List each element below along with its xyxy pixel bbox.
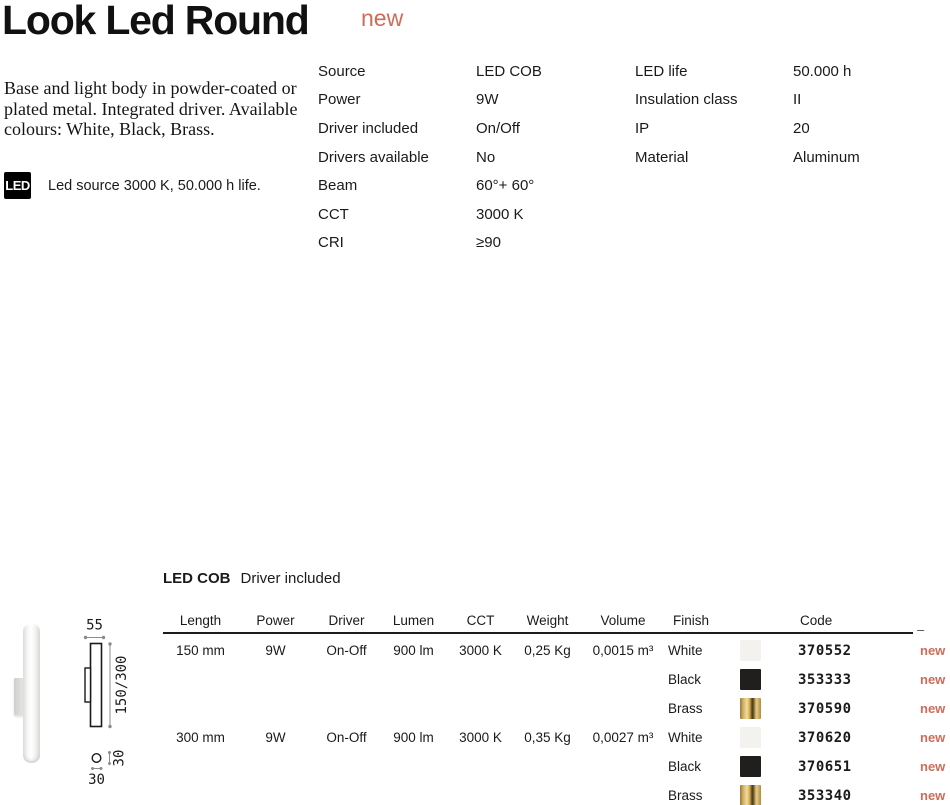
driver-cell: On-Off xyxy=(326,643,367,658)
swatch-cell xyxy=(734,781,795,805)
table-title-rest: Driver included xyxy=(240,570,341,587)
column-header: Power xyxy=(256,613,295,628)
finish-cell: Brass xyxy=(668,788,703,803)
brass-finish-swatch xyxy=(740,785,761,805)
spec-row xyxy=(318,57,542,86)
spec-label: LED life xyxy=(635,62,688,80)
cct-cell xyxy=(447,752,514,781)
spec-row xyxy=(635,57,860,86)
volume-cell xyxy=(581,752,665,781)
swatch-cell xyxy=(734,636,795,665)
spec-row xyxy=(635,143,860,172)
power-cell xyxy=(238,781,313,805)
weight-cell: 0,25 Kg xyxy=(524,643,571,658)
table-header-rule xyxy=(163,632,913,634)
spec-row xyxy=(318,171,542,200)
swatch-cell xyxy=(734,723,795,752)
code-cell: 370651 xyxy=(798,758,852,775)
table-header-row xyxy=(163,606,950,630)
spec-label: Material xyxy=(635,148,689,166)
new-badge: new xyxy=(920,730,946,745)
table-title xyxy=(163,570,950,587)
table-body xyxy=(163,636,950,805)
new-tag: new xyxy=(361,5,404,31)
spec-value: ≥90 xyxy=(476,234,501,252)
volume-cell xyxy=(581,781,665,805)
spec-value: 50.000 h xyxy=(793,62,852,80)
column-header: Driver xyxy=(328,613,365,628)
volume-cell xyxy=(581,665,665,694)
spec-label: Power xyxy=(318,91,361,109)
length-cell xyxy=(163,665,238,694)
black-finish-swatch xyxy=(740,756,761,777)
column-header: Lumen xyxy=(392,613,435,628)
length-cell xyxy=(163,752,238,781)
spec-row xyxy=(318,86,542,115)
cct-cell xyxy=(447,781,514,805)
product-description: Base and light body in powder-coated or plated metal. Integrated driver. Available colours: White, Black, Brass. xyxy=(4,78,298,140)
power-cell: 9W xyxy=(265,730,286,745)
spec-value: No xyxy=(476,148,496,166)
weight-cell: 0,35 Kg xyxy=(524,730,571,745)
power-cell xyxy=(238,665,313,694)
spec-value: LED COB xyxy=(476,62,542,80)
new-badge: new xyxy=(920,759,946,774)
spec-label: CCT xyxy=(318,205,349,223)
spec-value: Aluminum xyxy=(793,148,860,166)
lumen-cell xyxy=(380,694,447,723)
led-source-note: Led source 3000 K, 50.000 h life. xyxy=(48,178,261,194)
column-header: CCT xyxy=(466,613,495,628)
dim-base-diameter-label: 30 xyxy=(88,772,105,788)
code-cell: 370620 xyxy=(798,729,852,746)
dim-base-height-label: 30 xyxy=(111,749,128,767)
new-badge: new xyxy=(920,788,946,803)
drawing-mount-rect xyxy=(85,668,91,702)
dimension-drawing xyxy=(80,600,160,805)
spec-column-2 xyxy=(635,57,860,171)
spec-row xyxy=(318,143,542,172)
cct-cell: 3000 K xyxy=(459,643,502,658)
brass-finish-swatch xyxy=(740,698,761,719)
spec-row xyxy=(635,86,860,115)
finish-cell: Brass xyxy=(668,701,703,716)
finish-cell: Black xyxy=(668,759,702,774)
column-header: Volume xyxy=(600,613,646,628)
spec-row xyxy=(635,114,860,143)
spec-value: 9W xyxy=(476,91,499,109)
white-finish-swatch xyxy=(740,640,761,661)
length-cell: 150 mm xyxy=(176,643,225,658)
driver-cell xyxy=(313,752,380,781)
weight-cell xyxy=(514,781,581,805)
power-cell xyxy=(238,752,313,781)
weight-cell xyxy=(514,752,581,781)
column-header: Weight xyxy=(526,613,569,628)
spec-column-1 xyxy=(318,57,542,257)
spec-label: Insulation class xyxy=(635,91,738,109)
cct-cell xyxy=(447,694,514,723)
driver-cell xyxy=(313,665,380,694)
lumen-cell: 900 lm xyxy=(393,643,434,658)
length-cell: 300 mm xyxy=(176,730,225,745)
cct-cell xyxy=(447,665,514,694)
spec-value: II xyxy=(793,91,802,109)
spec-value: On/Off xyxy=(476,119,520,137)
spec-value: 20 xyxy=(793,119,810,137)
spec-label: CRI xyxy=(318,234,344,252)
lumen-cell: 900 lm xyxy=(393,730,434,745)
weight-cell xyxy=(514,665,581,694)
lumen-cell xyxy=(380,752,447,781)
black-finish-swatch xyxy=(740,669,761,690)
weight-cell xyxy=(514,694,581,723)
spec-label: Source xyxy=(318,62,366,80)
new-badge: new xyxy=(920,701,946,716)
length-cell xyxy=(163,781,238,805)
dim-width-label: 55 xyxy=(86,617,103,634)
dim-height-label: 150/300 xyxy=(114,655,130,715)
code-cell: 370590 xyxy=(798,700,852,717)
spec-value: 60°+ 60° xyxy=(476,177,535,195)
code-cell: 353340 xyxy=(798,787,852,804)
cct-cell: 3000 K xyxy=(459,730,502,745)
spec-row xyxy=(318,229,542,258)
volume-cell: 0,0015 m³ xyxy=(592,643,654,658)
spec-row xyxy=(318,200,542,229)
code-cell: 370552 xyxy=(798,642,852,659)
finish-cell: White xyxy=(668,643,703,658)
drawing-body-rect xyxy=(91,644,102,727)
swatch-cell xyxy=(734,752,795,781)
new-badge: new xyxy=(920,672,946,687)
table-title-bold: LED COB xyxy=(163,570,231,587)
volume-cell: 0,0027 m³ xyxy=(592,730,654,745)
driver-cell: On-Off xyxy=(326,730,367,745)
spec-label: Drivers available xyxy=(318,148,429,166)
spec-row xyxy=(318,114,542,143)
driver-cell xyxy=(313,781,380,805)
power-cell: 9W xyxy=(265,643,286,658)
lumen-cell xyxy=(380,665,447,694)
new-column-dash: – xyxy=(917,622,925,637)
column-header: Finish xyxy=(673,613,710,628)
drawing-base-circle xyxy=(92,754,101,763)
code-cell: 353333 xyxy=(798,671,852,688)
spec-label: Driver included xyxy=(318,119,419,137)
swatch-cell xyxy=(734,694,795,723)
lumen-cell xyxy=(380,781,447,805)
white-finish-swatch xyxy=(740,727,761,748)
swatch-cell xyxy=(734,665,795,694)
swatch-column-header xyxy=(734,606,795,630)
product-photo xyxy=(23,623,40,763)
spec-label: Beam xyxy=(318,177,358,195)
volume-cell xyxy=(581,694,665,723)
spec-label: IP xyxy=(635,119,650,137)
finish-table xyxy=(163,570,950,804)
finish-cell: Black xyxy=(668,672,702,687)
new-badge: new xyxy=(920,643,946,658)
led-badge-icon: LED xyxy=(4,172,31,199)
column-header: Code xyxy=(800,613,833,628)
spec-value: 3000 K xyxy=(476,205,524,223)
new-column-header xyxy=(910,606,950,630)
finish-cell: White xyxy=(668,730,703,745)
column-header: Length xyxy=(179,613,222,628)
page-title: Look Led Round xyxy=(2,0,309,43)
length-cell xyxy=(163,694,238,723)
driver-cell xyxy=(313,694,380,723)
power-cell xyxy=(238,694,313,723)
